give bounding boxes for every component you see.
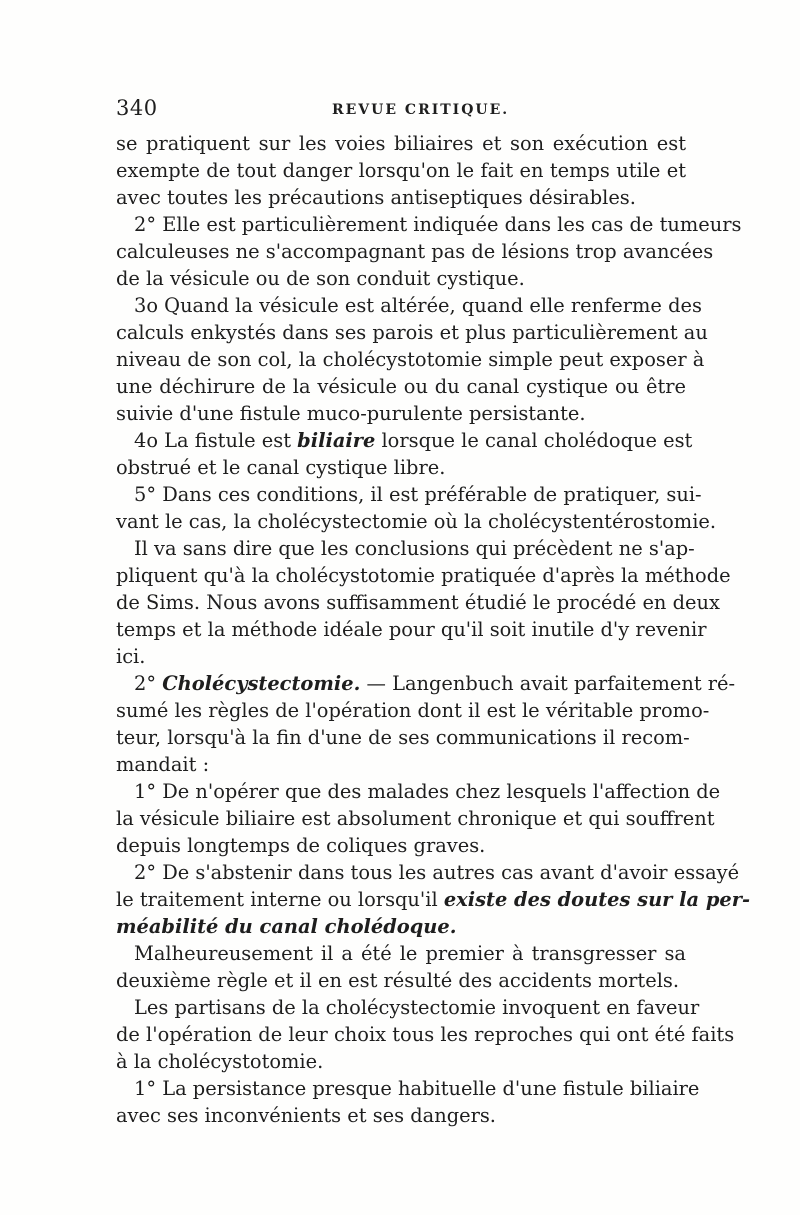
text-line: 3o Quand la vésicule est altérée, quand elle renferme des (134, 294, 702, 317)
text-line: Les partisans de la cholécystectomie invoquent en faveur (134, 996, 700, 1019)
text-line: 1° La persistance presque habituelle d'une fistule biliaire (134, 1077, 700, 1100)
text-fragment: 4o La fistule est (134, 429, 291, 452)
text-line: temps et la méthode idéale pour qu'il soit inutile d'y revenir (116, 618, 707, 641)
italic-term: biliaire (297, 429, 376, 452)
text-line: depuis longtemps de coliques graves. (116, 834, 486, 857)
page-header (116, 96, 686, 124)
text-fragment: — Langenbuch avait parfaitement ré- (366, 672, 736, 695)
text-line: suivie d'une fistule muco-purulente persistante. (116, 402, 586, 425)
text-line: sumé les règles de l'opération dont il est le véritable promo- (116, 699, 710, 722)
text-line: à la cholécystotomie. (116, 1050, 324, 1073)
running-title: REVUE CRITIQUE. (332, 102, 510, 118)
section-number: 2° (134, 672, 157, 695)
text-line: 2° Elle est particulièrement indiquée dans les cas de tumeurs (134, 213, 742, 236)
text-fragment: le traitement interne ou lorsqu'il (116, 888, 438, 911)
text-line: deuxième règle et il en est résulté des accidents mortels. (116, 969, 680, 992)
text-line: exempte de tout danger lorsqu'on le fait en temps utile et (116, 159, 686, 182)
text-line: 2° De s'abstenir dans tous les autres cas avant d'avoir essayé (134, 861, 740, 884)
text-line: de l'opération de leur choix tous les reproches qui ont été faits (116, 1023, 735, 1046)
text-line: ici. (116, 645, 146, 668)
text-line: avec ses inconvénients et ses dangers. (116, 1104, 496, 1127)
text-line (116, 886, 750, 913)
text-line: vant le cas, la cholécystectomie où la cholécystentérostomie. (116, 510, 717, 533)
text-line: Malheureusement il a été le premier à transgresser sa (134, 942, 686, 965)
section-heading-line (116, 670, 736, 697)
text-fragment: lorsque le canal cholédoque est (381, 429, 693, 452)
text-line (116, 427, 693, 454)
text-line: avec toutes les précautions antiseptiques désirables. (116, 186, 636, 209)
italic-phrase: existe des doutes sur la per- (443, 888, 750, 911)
italic-phrase: méabilité du canal cholédoque. (116, 915, 457, 938)
text-line: Il va sans dire que les conclusions qui précèdent ne s'ap- (134, 537, 695, 560)
text-line: la vésicule biliaire est absolument chronique et qui souffrent (116, 807, 715, 830)
text-line: de Sims. Nous avons suffisamment étudié le procédé en deux (116, 591, 720, 614)
text-line: se pratiquent sur les voies biliaires et son exécution est (116, 132, 686, 155)
text-line: niveau de son col, la cholécystotomie simple peut exposer à (116, 348, 705, 371)
page-number: 340 (116, 96, 158, 120)
text-line: obstrué et le canal cystique libre. (116, 456, 446, 479)
text-line: pliquent qu'à la cholécystotomie pratiquée d'après la méthode (116, 564, 731, 587)
text-line: 5° Dans ces conditions, il est préférable de pratiquer, sui- (134, 483, 702, 506)
text-line: calculs enkystés dans ses parois et plus particulièrement au (116, 321, 708, 344)
section-title: Cholécystectomie. (162, 672, 361, 695)
text-line (116, 913, 686, 940)
text-line: 1° De n'opérer que des malades chez lesquels l'affection de (134, 780, 721, 803)
body-text (116, 130, 750, 1129)
text-line: teur, lorsqu'à la fin d'une de ses communications il recom- (116, 726, 690, 749)
text-line: mandait : (116, 753, 210, 776)
text-line: de la vésicule ou de son conduit cystique. (116, 267, 525, 290)
text-line: une déchirure de la vésicule ou du canal cystique ou être (116, 375, 686, 398)
text-line: calculeuses ne s'accompagnant pas de lésions trop avancées (116, 240, 714, 263)
